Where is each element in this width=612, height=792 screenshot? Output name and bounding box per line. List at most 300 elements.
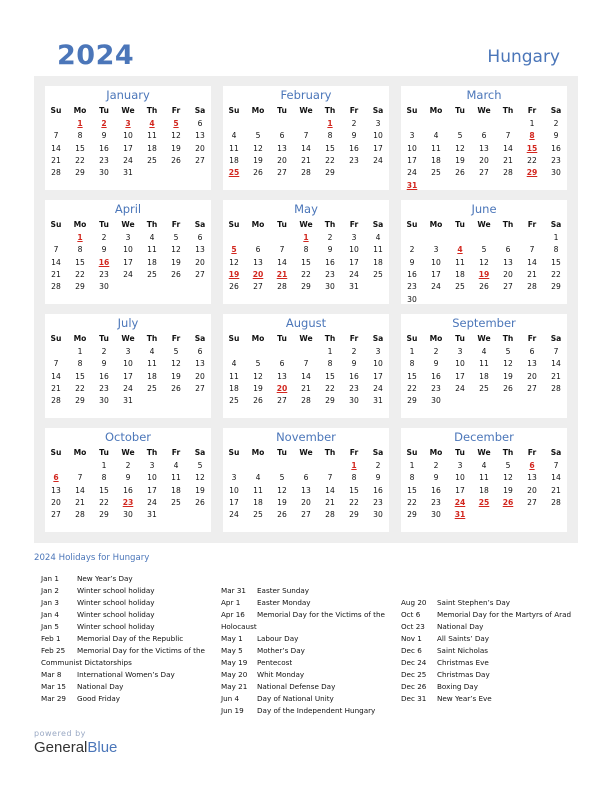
weekday-header: Sa (372, 448, 384, 457)
holiday-name: Saint Nicholas (437, 646, 489, 655)
calendar-day: 7 (279, 245, 285, 255)
month-name: November (276, 430, 336, 444)
calendar-day: 14 (301, 143, 311, 153)
weekday-header: Fr (349, 220, 359, 229)
calendar-day: 18 (455, 269, 465, 279)
calendar-day: 23 (99, 269, 109, 279)
calendar-day: 19 (253, 155, 263, 165)
calendar-day: 24 (123, 155, 133, 165)
calendar-day: 2 (375, 461, 381, 470)
weekday-header: Mo (251, 106, 265, 115)
weekday-header: We (477, 220, 491, 229)
calendar-day: 29 (551, 282, 561, 292)
holiday-day: 2 (101, 119, 107, 128)
calendar-day: 13 (51, 485, 61, 495)
calendar-day: 31 (147, 510, 157, 520)
calendar-day: 17 (455, 371, 465, 381)
calendar-day: 16 (431, 485, 441, 495)
holiday-day: 3 (125, 119, 131, 128)
calendar-day: 25 (479, 383, 489, 393)
weekday-header: Mo (73, 106, 87, 115)
calendar-day: 15 (349, 485, 359, 495)
calendar-day: 7 (529, 245, 535, 255)
calendar-day: 5 (505, 461, 511, 470)
weekday-header: Sa (550, 220, 562, 229)
weekday-header: Th (502, 334, 514, 343)
calendar-day: 21 (51, 155, 61, 165)
calendar-day: 15 (75, 371, 85, 381)
weekday-header: Su (50, 220, 62, 229)
calendar-day: 14 (551, 473, 561, 483)
calendar-day: 29 (407, 510, 417, 520)
calendar-day: 13 (195, 245, 205, 255)
weekday-header: Tu (277, 334, 287, 343)
weekday-header: Tu (455, 448, 465, 457)
calendar-day: 14 (277, 257, 287, 267)
calendar-day: 9 (553, 131, 559, 141)
calendar-day: 14 (51, 371, 61, 381)
calendar-day: 17 (123, 371, 133, 381)
calendar-day: 30 (349, 396, 359, 406)
calendar-day: 2 (101, 347, 107, 356)
calendar-day: 9 (101, 359, 107, 369)
calendar-day: 21 (51, 383, 61, 393)
holiday-day: 16 (98, 257, 110, 267)
calendar-day: 14 (551, 359, 561, 369)
holiday-day: 5 (173, 119, 179, 128)
calendar-day: 21 (325, 497, 335, 507)
holiday-name: Day of National Unity (257, 694, 334, 703)
holiday-date: Jan 1 (41, 574, 59, 583)
calendar-day: 7 (53, 131, 59, 141)
weekday-header: Fr (349, 334, 359, 343)
weekday-header: We (477, 106, 491, 115)
brand-logo[interactable] (34, 739, 117, 756)
holiday-name: Mother’s Day (257, 646, 305, 655)
calendar-day: 16 (349, 371, 359, 381)
month-name: August (285, 316, 327, 330)
weekday-header: We (121, 220, 135, 229)
calendar-day: 29 (301, 282, 311, 292)
weekday-header: Fr (527, 220, 537, 229)
calendar-day: 21 (503, 155, 513, 165)
calendar-day: 27 (527, 383, 537, 393)
calendar-day: 14 (301, 371, 311, 381)
holiday-day: 6 (529, 461, 535, 470)
calendar-day: 27 (195, 383, 205, 393)
holiday-name: International Women’s Day (77, 670, 175, 679)
calendar-day: 3 (375, 347, 381, 356)
calendar-day: 17 (349, 257, 359, 267)
holiday-name: National Day (77, 682, 124, 691)
weekday-header: Mo (429, 334, 443, 343)
calendar-day: 17 (373, 371, 383, 381)
holiday-date: Dec 6 (401, 646, 422, 655)
calendar-day: 10 (431, 257, 441, 267)
calendar-day: 10 (407, 143, 417, 153)
calendar-day: 16 (431, 371, 441, 381)
calendar-day: 28 (51, 168, 61, 178)
calendar-day: 19 (503, 371, 513, 381)
calendar-day: 8 (351, 473, 357, 483)
calendar-day: 25 (147, 383, 157, 393)
weekday-header: We (299, 220, 313, 229)
calendar-day: 24 (373, 383, 383, 393)
calendar-day: 23 (349, 155, 359, 165)
calendar-day: 24 (123, 383, 133, 393)
calendar-day: 7 (53, 245, 59, 255)
holiday-date: Mar 15 (41, 682, 66, 691)
calendar-day: 6 (529, 347, 535, 356)
calendar-day: 8 (77, 245, 83, 255)
weekday-header: Su (228, 106, 240, 115)
month-name: January (106, 88, 150, 102)
holiday-date: May 5 (221, 646, 243, 655)
weekday-header: Th (324, 448, 336, 457)
calendar-day: 10 (455, 359, 465, 369)
calendar-day: 19 (503, 485, 513, 495)
holiday-name: Easter Monday (257, 598, 311, 607)
calendar-day: 2 (327, 233, 333, 242)
calendar-day: 25 (171, 497, 181, 507)
calendar-day: 18 (373, 257, 383, 267)
calendar-day: 27 (503, 282, 513, 292)
holiday-date: Jan 2 (41, 586, 59, 595)
calendar-day: 5 (279, 473, 285, 483)
holiday-date: Mar 29 (41, 694, 66, 703)
weekday-header: Su (406, 106, 418, 115)
calendar-day: 20 (503, 269, 513, 279)
calendar-day: 8 (77, 359, 83, 369)
calendar-day: 27 (277, 168, 287, 178)
holiday-date: Aug 20 (401, 598, 427, 607)
calendar-day: 3 (231, 473, 237, 483)
holiday-date: Nov 1 (401, 634, 422, 643)
calendar-day: 29 (99, 510, 109, 520)
holiday-name: Memorial Day of the Republic (77, 634, 184, 643)
calendar-day: 12 (479, 257, 489, 267)
weekday-header: Fr (527, 334, 537, 343)
calendar-day: 19 (171, 143, 181, 153)
holiday-day: 5 (231, 245, 237, 255)
calendar-day: 10 (123, 245, 133, 255)
calendar-day: 23 (99, 383, 109, 393)
weekday-header: Th (324, 334, 336, 343)
calendar-day: 12 (277, 485, 287, 495)
calendar-day: 5 (505, 347, 511, 356)
holiday-date: Oct 6 (401, 610, 421, 619)
weekday-header: Su (228, 334, 240, 343)
holiday-name: Memorial Day for the Victims of the (77, 646, 205, 655)
weekday-header: Sa (550, 448, 562, 457)
calendar-day: 10 (349, 245, 359, 255)
calendar-day: 20 (277, 155, 287, 165)
calendar-day: 22 (325, 155, 335, 165)
holiday-name-continued: Holocaust (221, 622, 257, 631)
calendar-day: 28 (551, 497, 561, 507)
weekday-header: Tu (99, 448, 109, 457)
holiday-day: 31 (406, 180, 418, 190)
calendar-day: 2 (433, 461, 439, 470)
calendar-day: 13 (301, 485, 311, 495)
calendar-day: 20 (51, 497, 61, 507)
month-name: February (280, 88, 332, 102)
calendar-day: 30 (325, 282, 335, 292)
calendar-day: 5 (457, 131, 463, 141)
holiday-date: Dec 25 (401, 670, 427, 679)
calendar-day: 12 (455, 143, 465, 153)
month-name: July (117, 316, 139, 330)
calendar-day: 20 (527, 485, 537, 495)
calendar-day: 28 (75, 510, 85, 520)
weekday-header: Fr (171, 334, 181, 343)
calendar-day: 8 (327, 359, 333, 369)
calendar-day: 13 (277, 371, 287, 381)
holiday-date: May 19 (221, 658, 248, 667)
calendar-day: 26 (171, 269, 181, 279)
calendar-day: 26 (253, 396, 263, 406)
calendar-day: 28 (551, 383, 561, 393)
calendar-day: 12 (503, 359, 513, 369)
calendar-day: 23 (349, 383, 359, 393)
calendar-day: 23 (407, 282, 417, 292)
calendar-day: 4 (149, 233, 155, 242)
calendar-day: 2 (125, 461, 131, 470)
holiday-name: Day of the Independent Hungary (257, 706, 376, 715)
calendar-day: 12 (171, 359, 181, 369)
calendar-day: 18 (431, 155, 441, 165)
calendar-day: 24 (455, 383, 465, 393)
holiday-name: Pentecost (257, 658, 293, 667)
holiday-day: 25 (478, 497, 490, 507)
calendar-day: 25 (147, 269, 157, 279)
calendar-day: 6 (255, 245, 261, 255)
calendar-day: 4 (481, 461, 487, 470)
weekday-header: Su (406, 448, 418, 457)
weekday-header: Fr (349, 106, 359, 115)
calendar-day: 15 (325, 143, 335, 153)
weekday-header: Tu (455, 220, 465, 229)
calendar-day: 28 (527, 282, 537, 292)
calendar-day: 11 (147, 131, 157, 141)
weekday-header: We (299, 106, 313, 115)
calendar-day: 4 (173, 461, 179, 470)
brand-general: General (34, 739, 88, 756)
calendar-day: 17 (123, 143, 133, 153)
calendar-day: 11 (147, 359, 157, 369)
calendar-day: 15 (325, 371, 335, 381)
calendar-day: 13 (253, 257, 263, 267)
calendar-day: 6 (481, 131, 487, 141)
calendar-day: 11 (253, 485, 263, 495)
calendar-day: 14 (325, 485, 335, 495)
calendar-day: 5 (255, 359, 261, 369)
holiday-name: Christmas Eve (437, 658, 489, 667)
calendar-day: 13 (479, 143, 489, 153)
calendar-day: 29 (75, 282, 85, 292)
calendar-day: 24 (123, 269, 133, 279)
calendar-day: 28 (51, 282, 61, 292)
calendar-day: 15 (75, 143, 85, 153)
weekday-header: Tu (455, 334, 465, 343)
calendar-day: 24 (407, 168, 417, 178)
calendar-day: 27 (51, 510, 61, 520)
calendar-day: 1 (101, 461, 107, 470)
weekday-header: Tu (99, 334, 109, 343)
calendar-day: 8 (409, 473, 415, 483)
calendar-day: 7 (77, 473, 83, 483)
calendar-day: 27 (301, 510, 311, 520)
calendar-day: 10 (373, 131, 383, 141)
calendar-day: 4 (433, 131, 439, 141)
holiday-date: Dec 24 (401, 658, 427, 667)
month-name: May (294, 202, 318, 216)
calendar-day: 27 (195, 269, 205, 279)
calendar-day: 17 (431, 269, 441, 279)
calendar-day: 10 (123, 359, 133, 369)
calendar-day: 7 (53, 359, 59, 369)
holiday-name: New Year’s Day (77, 574, 133, 583)
calendar-day: 19 (455, 155, 465, 165)
weekday-header: Sa (194, 334, 206, 343)
calendar-day: 9 (433, 359, 439, 369)
month-name: December (454, 430, 514, 444)
holiday-name: National Day (437, 622, 484, 631)
calendar-day: 14 (75, 485, 85, 495)
holiday-day: 15 (526, 143, 538, 153)
calendar-day: 11 (479, 473, 489, 483)
holiday-day: 4 (149, 119, 155, 128)
calendar-day: 1 (409, 347, 415, 356)
calendar-day: 26 (253, 168, 263, 178)
holiday-day: 4 (457, 245, 463, 255)
calendar-day: 13 (195, 131, 205, 141)
weekday-header: Sa (550, 106, 562, 115)
calendar-day: 13 (527, 473, 537, 483)
calendar-day: 22 (407, 383, 417, 393)
weekday-header: Sa (550, 334, 562, 343)
calendar-day: 16 (349, 143, 359, 153)
calendar-day: 22 (407, 497, 417, 507)
calendar-day: 30 (373, 510, 383, 520)
calendar-day: 15 (407, 485, 417, 495)
month-november (223, 428, 389, 532)
calendar-day: 28 (51, 396, 61, 406)
calendar-day: 3 (125, 347, 131, 356)
calendar-day: 7 (327, 473, 333, 483)
calendar-day: 6 (505, 245, 511, 255)
month-may (223, 200, 389, 304)
calendar-day: 19 (171, 257, 181, 267)
calendar-day: 24 (147, 497, 157, 507)
calendar-day: 19 (171, 371, 181, 381)
calendar-day: 9 (327, 245, 333, 255)
weekday-header: Fr (171, 220, 181, 229)
calendar-day: 30 (99, 396, 109, 406)
calendar-day: 4 (149, 347, 155, 356)
weekday-header: Su (50, 448, 62, 457)
weekday-header: We (477, 334, 491, 343)
month-name: September (452, 316, 516, 330)
calendar-day: 17 (373, 143, 383, 153)
holiday-day: 31 (454, 510, 466, 520)
calendar-day: 19 (195, 485, 205, 495)
calendar-day: 20 (527, 371, 537, 381)
weekday-header: Th (502, 106, 514, 115)
holiday-name: New Year’s Eve (437, 694, 492, 703)
brand-blue: Blue (87, 739, 118, 756)
calendar-day: 11 (229, 143, 239, 153)
holiday-day: 19 (478, 269, 490, 279)
calendar-day: 14 (503, 143, 513, 153)
calendar-day: 19 (253, 383, 263, 393)
calendar-day: 10 (373, 359, 383, 369)
calendar-day: 7 (303, 131, 309, 141)
weekday-header: Fr (349, 448, 359, 457)
calendar-day: 3 (351, 233, 357, 242)
month-january (45, 86, 211, 190)
calendar-day: 9 (433, 473, 439, 483)
calendar-day: 20 (195, 143, 205, 153)
calendar-day: 21 (75, 497, 85, 507)
calendar-day: 11 (373, 245, 383, 255)
calendar-day: 20 (479, 155, 489, 165)
calendar-day: 26 (503, 383, 513, 393)
calendar-day: 18 (479, 371, 489, 381)
calendar-day: 25 (253, 510, 263, 520)
holiday-date: Oct 23 (401, 622, 425, 631)
holiday-name: National Defense Day (257, 682, 336, 691)
calendar-day: 3 (457, 347, 463, 356)
calendar-day: 6 (197, 119, 203, 128)
calendar-day: 1 (529, 119, 535, 128)
calendar-day: 23 (325, 269, 335, 279)
calendar-day: 14 (527, 257, 537, 267)
month-name: April (114, 202, 142, 216)
calendar-day: 8 (409, 359, 415, 369)
month-october (45, 428, 211, 532)
calendar-day: 5 (197, 461, 203, 470)
weekday-header: Sa (372, 106, 384, 115)
weekday-header: Th (502, 448, 514, 457)
calendar-day: 23 (431, 383, 441, 393)
holiday-date: Apr 16 (221, 610, 245, 619)
calendar-day: 20 (195, 257, 205, 267)
calendar-day: 2 (409, 245, 415, 255)
calendar-day: 11 (455, 257, 465, 267)
holiday-name: All Saints’ Day (437, 634, 490, 643)
calendar-day: 1 (327, 347, 333, 356)
year-title: 2024 (57, 40, 135, 71)
calendar-day: 11 (171, 473, 181, 483)
calendar-day: 22 (99, 497, 109, 507)
month-july (45, 314, 211, 418)
holidays-title: 2024 Holidays for Hungary (34, 553, 150, 563)
calendar-day: 30 (431, 510, 441, 520)
calendar-day: 6 (197, 233, 203, 242)
calendar-day: 4 (255, 473, 261, 483)
calendar-day: 11 (147, 245, 157, 255)
calendar-day: 5 (481, 245, 487, 255)
weekday-header: Su (406, 334, 418, 343)
month-name: June (471, 202, 497, 216)
calendar-day: 21 (51, 269, 61, 279)
calendar-day: 2 (553, 119, 559, 128)
month-june (401, 200, 567, 304)
calendar-day: 4 (375, 233, 381, 242)
weekday-header: Th (502, 220, 514, 229)
calendar-day: 27 (253, 282, 263, 292)
